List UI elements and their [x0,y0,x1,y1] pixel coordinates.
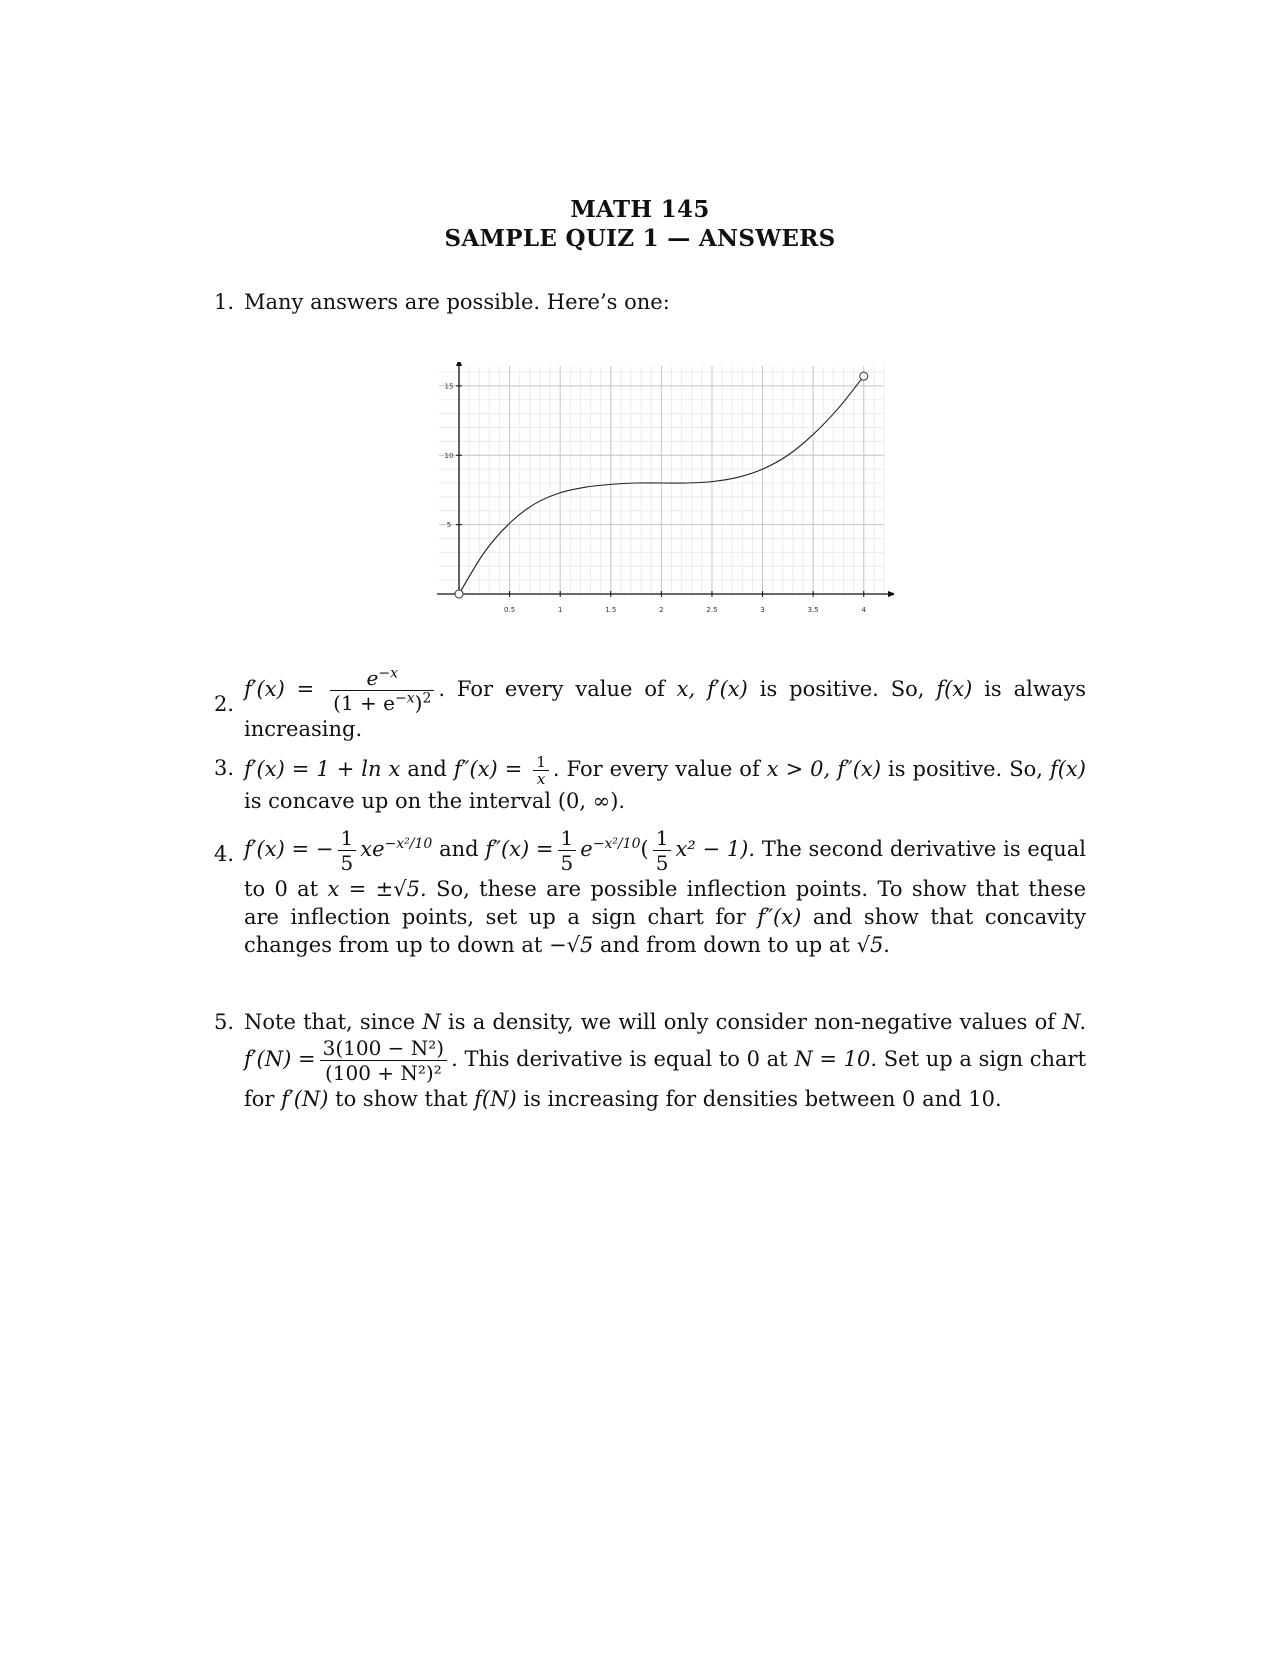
paren: ( [640,837,649,861]
first-derivative: f′(x) = 1 + ln x [244,757,401,781]
exponent: −x [378,665,398,682]
derivative-lhs: f′(x) = [244,677,315,701]
pos-root: √5. [856,933,890,957]
exponent: −x²/10 [384,836,433,852]
roots: x = ±√5. [327,877,427,901]
first-derivative-lhs: f′(x) = − [244,837,334,861]
answer-number: 3. [214,756,235,780]
x-tick-label: 3.5 [807,606,819,614]
answer-4-text-c: and show that concavity changes from up to down at [244,905,1086,957]
open-endpoint [455,590,463,598]
fraction-denominator: x [536,770,546,788]
connector-and: and [407,757,447,781]
x-tick-label: 1.5 [605,606,617,614]
f-n: f(N) [474,1087,517,1111]
paren: ) [414,691,423,715]
answer-4-text-a: The second derivative is equal to 0 at [244,837,1086,901]
y-tick-label: 10 [444,451,454,460]
answer-4 [214,826,1086,959]
answer-4-text-b: So, these are possible inflection points. To show that these are inflection points, set up a sign chart for [244,877,1087,929]
x-tick-label: 0.5 [504,606,516,614]
answer-5-text-e: to show that [335,1087,468,1111]
answer-5-text-d: Set up a sign chart for [244,1047,1087,1111]
answer-5-text-a: Note that, since [244,1010,416,1034]
derivative-lhs: f′(N) = [244,1047,316,1071]
var-x: x, [676,677,696,701]
var-n: N [422,1010,441,1034]
fraction-numerator: e [366,666,379,690]
condition: x > 0, f″(x) [766,757,882,781]
answer-2-text-b: is positive. So, [759,677,925,701]
answer-1-text: Many answers are possible. Here’s one: [244,290,670,314]
factor: x² − 1). [675,837,756,861]
fx: f(x) [936,677,973,701]
y-tick-label: 15 [444,382,454,391]
fraction-denominator: 5 [655,851,669,875]
x-tick-label: 3 [760,606,765,614]
answer-2-text-c: is always increasing. [244,677,1086,741]
x-tick-label: 2 [659,606,664,614]
y-tick-label: 5 [446,521,452,530]
second-derivative: f″(x) [757,905,802,929]
x-tick-label: 4 [861,606,866,614]
answer-5-text-b: is a density, we will only consider non-negative values of [447,1010,1056,1034]
y-axis-arrow [456,362,462,366]
answer-3-text-a: . For every value of [552,757,760,781]
fx: f(x) [1049,757,1086,781]
e: e [580,837,593,861]
answer-number: 1. [214,290,235,314]
fprime-n: f′(N) [281,1087,329,1111]
course-title: MATH 145 [570,196,710,223]
neg-root: −√5 [549,933,594,957]
fraction-numerator: 3(100 − N²) [320,1036,448,1061]
fraction-denominator: 5 [340,851,354,875]
answer-3-text-c: is concave up on the interval (0, ∞). [244,789,626,813]
answer-2-text-a: . For every value of [438,677,665,701]
second-derivative: f″(x) = [453,757,523,781]
x-tick-label: 2.5 [706,606,718,614]
exponent: −x²/10 [592,836,641,852]
answer-number: 4. [214,842,235,866]
fprime: f′(x) [707,677,748,701]
exponent: −x [394,690,415,707]
derivative-fraction [330,666,434,715]
second-derivative-lhs: f″(x) = [485,837,554,861]
critical-point: N = 10. [794,1047,878,1071]
answer-5 [214,1008,1086,1113]
answer-number: 5. [214,1010,235,1034]
function-graph [434,362,894,626]
fraction-numerator: 1 [653,826,672,851]
xe: xe [360,837,385,861]
var-n: N. [1062,1010,1087,1034]
answer-3-text-b: is positive. So, [888,757,1043,781]
open-endpoint [860,372,868,380]
fraction-numerator: 1 [558,826,577,851]
x-tick-label: 1 [557,606,563,614]
answer-2 [214,666,1086,743]
connector-and: and [439,837,479,861]
fraction-denominator: (1 + e [333,691,395,715]
fraction-numerator: 1 [533,754,549,771]
answer-4-text-d: and from down to up at [600,933,850,957]
answer-3 [214,754,1086,815]
answer-5-text-f: is increasing for densities between 0 and 10. [523,1087,1002,1111]
answer-5-text-c: . This derivative is equal to 0 at [451,1047,788,1071]
answer-number: 2. [214,692,235,716]
fraction-denominator: (100 + N²)² [324,1061,442,1085]
quiz-subtitle: SAMPLE QUIZ 1 — ANSWERS [444,225,836,252]
fraction-numerator: 1 [338,826,357,851]
exponent: 2 [422,690,432,707]
x-axis-arrow [888,591,894,597]
fraction-denominator: 5 [560,851,574,875]
answer-1 [214,288,1086,316]
